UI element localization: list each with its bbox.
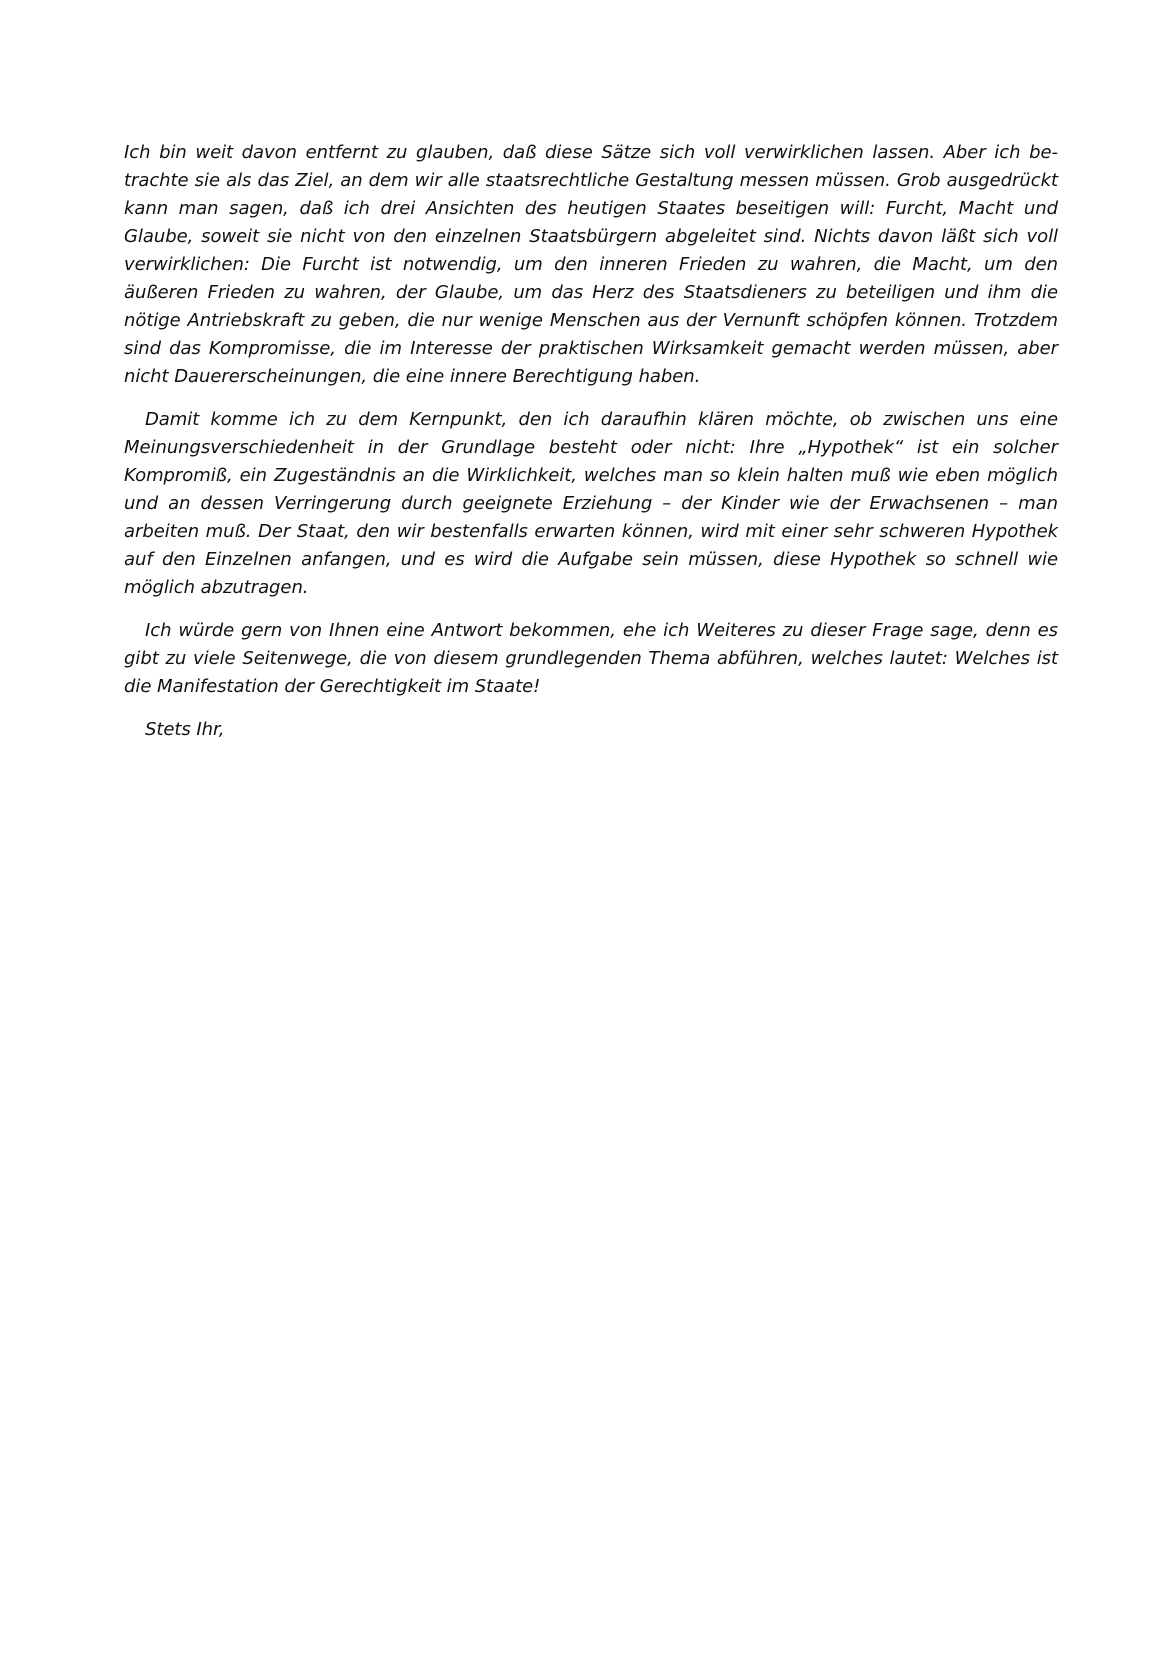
paragraph-2: Damit komme ich zu dem Kernpunkt, den ich daraufhin klären möchte, ob zwischen uns eine Meinungsverschiedenheit in der Grundlage besteht oder nicht: Ihre „Hypothek“ ist ein solcher Kompromiß, ein Zugeständnis an die Wirklichkeit, welches man so klein halten muß wie eben möglich und an dessen Verringerung durch geeignete Erziehung – der Kinder wie der Erwachsenen – man arbeiten muß. Der Staat, den wir bestenfalls erwarten können, wird mit einer sehr schweren Hypothek auf den Einzelnen anfangen, und es wird die Aufgabe sein müssen, diese Hypothek so schnell wie möglich abzutragen.: [124, 409, 1058, 598]
paragraph-3: Ich würde gern von Ihnen eine Antwort bekommen, ehe ich Weiteres zu dieser Frage sage, denn es gibt zu viele Seitenwege, die von diesem grundlegenden Thema abführen, welches lautet: Welches ist die Manifestation der Gerechtigkeit im Staate!: [124, 620, 1058, 697]
closing-salutation: Stets Ihr,: [145, 719, 225, 740]
letter-body: [124, 139, 1058, 744]
paragraph-1: Ich bin weit davon entfernt zu glauben, daß diese Sätze sich voll verwirklichen lassen. Aber ich betrachte sie als das Ziel, an dem wir alle staatsrechtliche Gestaltung messen müssen. Grob ausgedrückt kann man sagen, daß ich drei Ansichten des heutigen Staates beseitigen will: Furcht, Macht und Glaube, soweit sie nicht von den einzelnen Staatsbürgern abgeleitet sind. Nichts davon läßt sich voll verwirklichen: Die Furcht ist notwendig, um den inneren Frieden zu wahren, die Macht, um den äußeren Frieden zu wahren, der Glaube, um das Herz des Staatsdieners zu beteiligen und ihm die nötige Antriebskraft zu geben, die nur wenige Menschen aus der Vernunft schöpfen können. Trotzdem sind das Kompromisse, die im Interesse der praktischen Wirksamkeit gemacht werden müssen, aber nicht Dauererscheinungen, die eine innere Berechtigung haben.: [124, 142, 1058, 387]
